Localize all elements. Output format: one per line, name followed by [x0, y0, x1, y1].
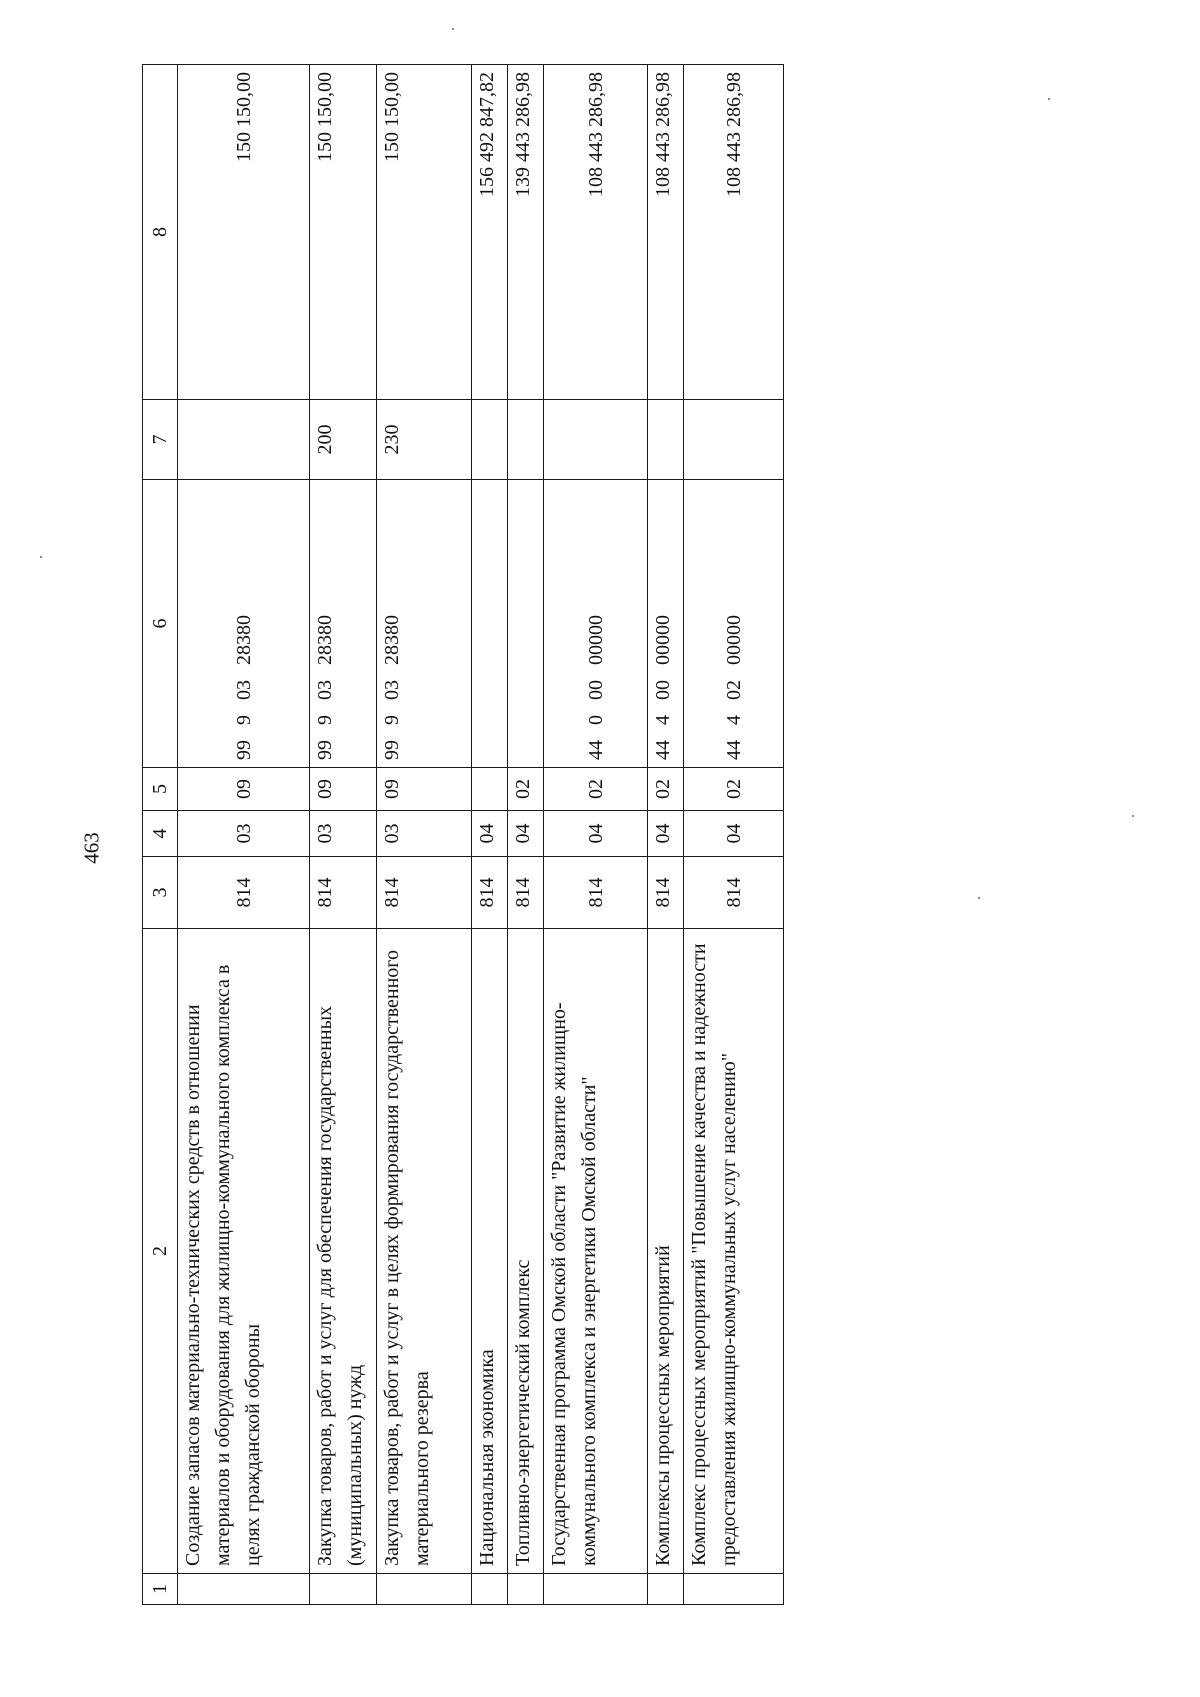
cell-section: 04: [472, 811, 508, 857]
cell-subsection: 02: [544, 768, 648, 811]
cell-code-admin: 814: [310, 857, 377, 929]
cell-code-admin: 814: [472, 857, 508, 929]
cell-target-article: 99 9 03 28380: [377, 480, 472, 768]
table-row: [684, 65, 784, 1605]
cell-name: Комплексы процессных мероприятий: [648, 929, 684, 1574]
cell-subsection: 02: [648, 768, 684, 811]
header-col-7: 7: [143, 400, 178, 480]
cell-subsection: 02: [508, 768, 544, 811]
cell-subsection: 09: [377, 768, 472, 811]
cell-target-article: 44 4 00 00000: [648, 480, 684, 768]
table-row: [544, 65, 648, 1605]
cell-name: Закупка товаров, работ и услуг для обеспечения государственных (муниципальных) нужд: [310, 929, 377, 1574]
cell-subsection: 09: [178, 768, 310, 811]
cell-expense-type: [684, 400, 784, 480]
cell-amount: 108 443 286,98: [544, 65, 648, 400]
cell-row-number: [648, 1574, 684, 1605]
table-row: [377, 65, 472, 1605]
cell-name: Национальная экономика: [472, 929, 508, 1574]
cell-amount: 150 150,00: [178, 65, 310, 400]
budget-table: [142, 64, 784, 1605]
header-row: [143, 65, 178, 1605]
cell-name: Топливно-энергетический комплекс: [508, 929, 544, 1574]
cell-target-article: [508, 480, 544, 768]
cell-section: 04: [684, 811, 784, 857]
table-row: [648, 65, 684, 1605]
scan-speck: [978, 897, 980, 899]
cell-expense-type: [178, 400, 310, 480]
cell-row-number: [684, 1574, 784, 1605]
header-col-2: 2: [143, 929, 178, 1574]
cell-target-article: 99 9 03 28380: [310, 480, 377, 768]
cell-code-admin: 814: [648, 857, 684, 929]
scan-speck: [452, 28, 454, 30]
cell-name: Создание запасов материально-технических средств в отношении материалов и оборудования для жилищно-коммунального комплекса в целях гражданской обороны: [178, 929, 310, 1574]
cell-amount: 156 492 847,82: [472, 65, 508, 400]
cell-code-admin: 814: [377, 857, 472, 929]
cell-expense-type: 230: [377, 400, 472, 480]
cell-code-admin: 814: [508, 857, 544, 929]
cell-section: 03: [178, 811, 310, 857]
cell-amount: 108 443 286,98: [648, 65, 684, 400]
cell-target-article: 99 9 03 28380: [178, 480, 310, 768]
cell-name: Государственная программа Омской области "Развитие жилищно-коммунального комплекса и энергетики Омской области": [544, 929, 648, 1574]
table-row: [178, 65, 310, 1605]
cell-row-number: [377, 1574, 472, 1605]
cell-code-admin: 814: [684, 857, 784, 929]
cell-target-article: 44 0 00 00000: [544, 480, 648, 768]
cell-row-number: [472, 1574, 508, 1605]
page-number: 463: [79, 832, 104, 864]
table-row: [472, 65, 508, 1605]
cell-expense-type: [472, 400, 508, 480]
scan-speck: [1048, 98, 1050, 100]
cell-row-number: [508, 1574, 544, 1605]
cell-code-admin: 814: [178, 857, 310, 929]
cell-amount: 139 443 286,98: [508, 65, 544, 400]
scan-speck: [40, 556, 42, 558]
cell-code-admin: 814: [544, 857, 648, 929]
cell-name: Комплекс процессных мероприятий "Повышение качества и надежности предоставления жилищно-коммунальных услуг населению": [684, 929, 784, 1574]
cell-amount: 150 150,00: [310, 65, 377, 400]
cell-expense-type: [648, 400, 684, 480]
cell-section: 03: [310, 811, 377, 857]
header-col-6: 6: [143, 480, 178, 768]
cell-section: 04: [544, 811, 648, 857]
cell-row-number: [310, 1574, 377, 1605]
cell-name: Закупка товаров, работ и услуг в целях формирования государственного материального резерва: [377, 929, 472, 1574]
cell-section: 04: [508, 811, 544, 857]
scan-speck: [1132, 815, 1134, 817]
cell-expense-type: 200: [310, 400, 377, 480]
cell-expense-type: [508, 400, 544, 480]
table-row: [508, 65, 544, 1605]
cell-amount: 108 443 286,98: [684, 65, 784, 400]
cell-row-number: [544, 1574, 648, 1605]
cell-target-article: 44 4 02 00000: [684, 480, 784, 768]
table-row: [310, 65, 377, 1605]
cell-subsection: 02: [684, 768, 784, 811]
cell-subsection: 09: [310, 768, 377, 811]
cell-row-number: [178, 1574, 310, 1605]
cell-subsection: [472, 768, 508, 811]
header-col-5: 5: [143, 768, 178, 811]
cell-section: 03: [377, 811, 472, 857]
cell-expense-type: [544, 400, 648, 480]
cell-section: 04: [648, 811, 684, 857]
header-col-4: 4: [143, 811, 178, 857]
cell-target-article: [472, 480, 508, 768]
rotated-table-container: [142, 65, 812, 1605]
header-col-3: 3: [143, 857, 178, 929]
header-col-8: 8: [143, 65, 178, 400]
cell-amount: 150 150,00: [377, 65, 472, 400]
header-col-1: 1: [143, 1574, 178, 1605]
